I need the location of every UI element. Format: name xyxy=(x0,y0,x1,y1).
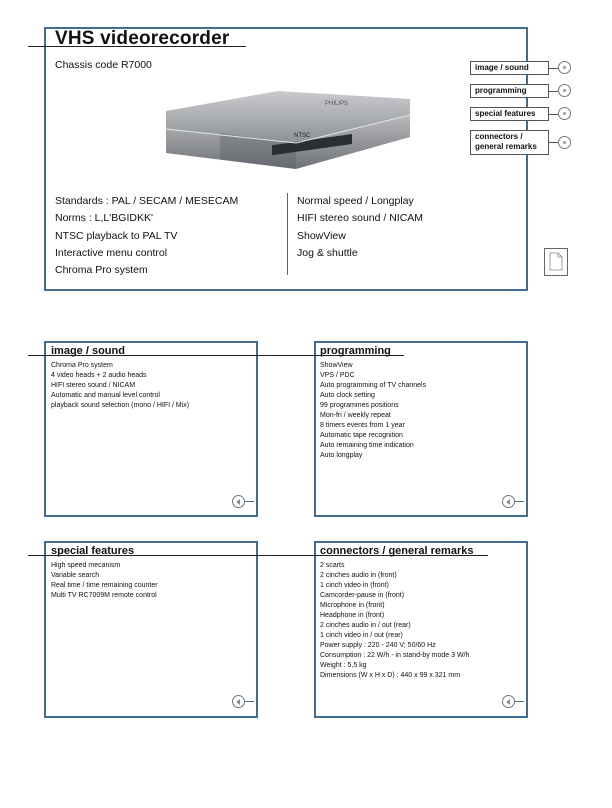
list-item: 1 cinch video in / out (rear) xyxy=(320,632,403,639)
list-item: ShowView xyxy=(320,362,353,369)
section-list xyxy=(320,561,469,681)
nav-image-sound[interactable]: image / sound xyxy=(470,61,549,75)
feature-list-left xyxy=(55,193,238,279)
feature-item: Interactive menu control xyxy=(55,246,168,259)
list-item: Auto remaining time indication xyxy=(320,442,414,449)
back-line xyxy=(515,501,524,502)
list-item: Headphone in (front) xyxy=(320,612,385,619)
list-item: 8 timers events from 1 year xyxy=(320,422,405,429)
nav-programming[interactable]: programming xyxy=(470,84,549,98)
list-item: Automatic and manual level control xyxy=(51,392,160,399)
list-item: 2 cinches audio in (front) xyxy=(320,572,397,579)
nav-special-features[interactable]: special features xyxy=(470,107,549,121)
section-title: programming xyxy=(320,345,391,357)
list-item: Microphone in (front) xyxy=(320,602,385,609)
page-title: VHS videorecorder xyxy=(55,28,230,49)
section-list xyxy=(51,561,158,601)
list-item: 99 programmes positions xyxy=(320,402,399,409)
list-item: Multi TV RC7009M remote control xyxy=(51,592,157,599)
list-item: Chroma Pro system xyxy=(51,362,113,369)
list-item: playback sound selection (mono / HIFI / Mix) xyxy=(51,402,190,409)
nav-connector-line xyxy=(549,114,558,115)
list-item: 2 scarts xyxy=(320,562,345,569)
nav-connector-line xyxy=(549,68,558,69)
feature-item: ShowView xyxy=(297,229,346,242)
feature-item: HIFI stereo sound / NICAM xyxy=(297,212,424,225)
nav-programming-button[interactable] xyxy=(558,84,571,97)
section-list xyxy=(320,361,426,461)
feature-list-right xyxy=(297,193,423,262)
back-line xyxy=(245,701,254,702)
document-icon[interactable] xyxy=(544,248,568,276)
list-item: 2 cinches audio in / out (rear) xyxy=(320,622,411,629)
feature-item: Standards : PAL / SECAM / MESECAM xyxy=(55,195,239,207)
list-item: 1 cinch video in (front) xyxy=(320,582,389,589)
back-button[interactable] xyxy=(232,495,245,508)
nav-connectors-button[interactable] xyxy=(558,136,571,149)
list-item: Real time / time remaining counter xyxy=(51,582,158,589)
nav-special-features-button[interactable] xyxy=(558,107,571,120)
list-item: Auto longplay xyxy=(320,452,363,459)
back-button[interactable] xyxy=(232,695,245,708)
back-line xyxy=(515,701,524,702)
list-item: Auto clock setting xyxy=(320,392,375,399)
section-title: connectors / general remarks xyxy=(320,545,474,557)
list-item: Mon-fri / weekly repeat xyxy=(320,412,391,419)
feature-item: NTSC playback to PAL TV xyxy=(55,229,178,242)
list-item: Automatic tape recognition xyxy=(320,432,403,439)
list-item: HIFI stereo sound / NICAM xyxy=(51,382,136,389)
list-item: Power supply : 220 - 240 V; 50/60 Hz xyxy=(320,642,436,649)
ntsc-label: NTSC xyxy=(294,133,311,139)
back-button[interactable] xyxy=(502,495,515,508)
list-item: High speed mecanism xyxy=(51,562,121,569)
back-line xyxy=(245,501,254,502)
nav-image-sound-button[interactable] xyxy=(558,61,571,74)
nav-connectors[interactable]: connectors / general remarks xyxy=(470,130,549,155)
vcr-product-image xyxy=(160,85,412,170)
list-item: Consumption : 22 W/h - in stand-by mode 3 W/h xyxy=(320,652,470,659)
list-item: Variable search xyxy=(51,572,100,579)
list-item: Dimensions (W x H x D) : 440 x 99 x 321 mm xyxy=(320,672,461,679)
list-item: 4 video heads + 2 audio heads xyxy=(51,372,147,379)
list-item: VPS / PDC xyxy=(320,372,355,379)
list-item: Weight : 5,5 kg xyxy=(320,662,367,669)
feature-item: Norms : L,L'BGIDKK' xyxy=(55,212,153,225)
section-list xyxy=(51,361,189,411)
feature-item: Normal speed / Longplay xyxy=(297,195,414,207)
list-item: Camcorder-pause in (front) xyxy=(320,592,405,599)
back-button[interactable] xyxy=(502,695,515,708)
feature-divider xyxy=(287,193,288,275)
nav-connector-line xyxy=(549,91,558,92)
section-title: image / sound xyxy=(51,345,125,357)
brand-label: PHILIPS xyxy=(325,101,349,107)
section-title: special features xyxy=(51,545,135,557)
list-item: Auto programming of TV channels xyxy=(320,382,427,389)
feature-item: Chroma Pro system xyxy=(55,264,148,277)
nav-connector-line xyxy=(549,142,558,143)
feature-item: Jog & shuttle xyxy=(297,246,358,259)
chassis-code: Chassis code R7000 xyxy=(55,59,152,71)
